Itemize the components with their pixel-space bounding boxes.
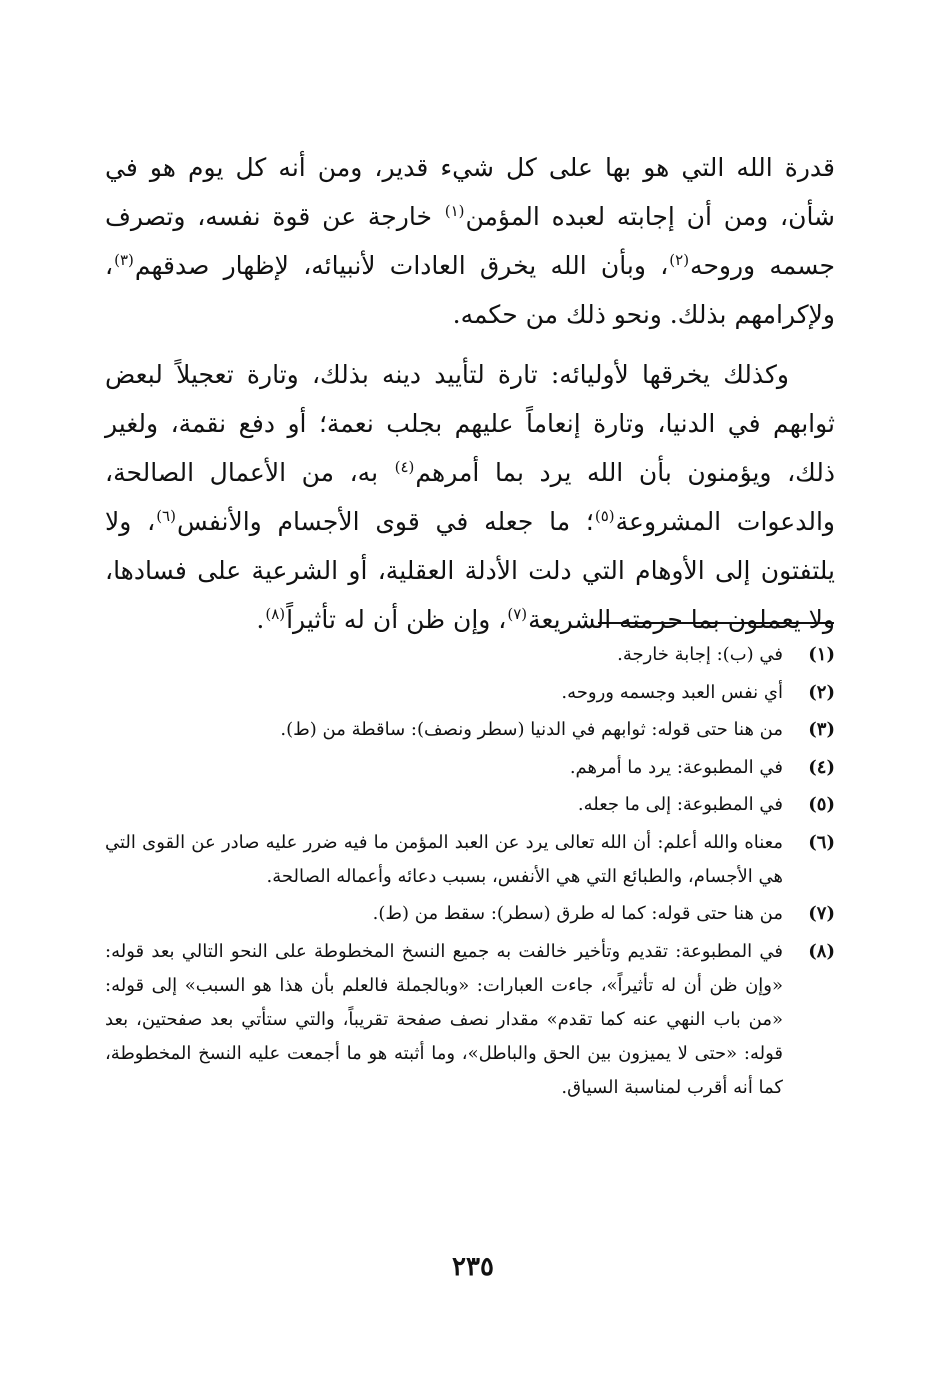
footnote-ref-5: (٥) bbox=[594, 506, 615, 525]
text-run: ، وإن ظن أن له تأثيراً bbox=[286, 605, 507, 634]
footnote-text: في (ب): إجابة خارجة. bbox=[617, 644, 783, 665]
footnote-6 bbox=[105, 826, 835, 894]
footnote-number: (٥) bbox=[808, 794, 835, 815]
footnote-number: (١) bbox=[808, 644, 835, 665]
text-run: . bbox=[256, 605, 265, 634]
footnote-ref-7: (٧) bbox=[507, 604, 528, 623]
footnote-text: أي نفس العبد وجسمه وروحه. bbox=[561, 681, 783, 703]
footnote-4 bbox=[105, 751, 835, 785]
footnote-8 bbox=[105, 935, 835, 1105]
footnote-divider bbox=[598, 622, 834, 624]
text-run: قدرة الله التي هو بها على كل شيء قدير، ومن أنه كل يوم هو في شأن، ومن أن إجابته لعبده المؤمن bbox=[105, 153, 836, 231]
footnote-ref-6: (٦) bbox=[156, 506, 176, 525]
page-number: ٢٣٥ bbox=[452, 1252, 494, 1282]
footnote-text: معناه والله أعلم: أن الله تعالى يرد عن العبد المؤمن ما فيه ضرر عليه صادر عن القوى التي هي الأجسام، والطبائع التي هي الأنفس، بسبب دعائه وأعماله الصالحة. bbox=[105, 831, 783, 887]
footnote-text: في المطبوعة: يرد ما أمرهم. bbox=[569, 756, 783, 778]
main-paragraph-2 bbox=[105, 350, 835, 644]
footnote-number: (٧) bbox=[808, 903, 835, 924]
footnote-text: من هنا حتى قوله: كما له طرق (سطر): سقط من (ط). bbox=[372, 903, 783, 924]
footnote-text: من هنا حتى قوله: ثوابهم في الدنيا (سطر ونصف): ساقطة من (ط). bbox=[280, 719, 783, 740]
footnotes-list bbox=[105, 638, 835, 1108]
footnote-number: (٢) bbox=[808, 681, 835, 703]
footnote-number: (٤) bbox=[808, 756, 835, 778]
footnote-ref-4: (٤) bbox=[394, 457, 415, 476]
footnote-2 bbox=[105, 676, 835, 710]
footnote-ref-8: (٨) bbox=[265, 604, 286, 623]
text-run: ؛ ما جعله في قوى الأجسام والأنفس bbox=[176, 507, 594, 536]
footnote-text: في المطبوعة: إلى ما جعله. bbox=[577, 794, 783, 815]
text-run: به، من الأعمال الصالحة، والدعوات المشروعة bbox=[105, 458, 835, 536]
text-run: ، وبأن الله يخرق العادات لأنبيائه، لإظهار صدقهم bbox=[134, 251, 669, 280]
footnote-text: في المطبوعة: تقديم وتأخير خالفت به جميع النسخ المخطوطة على النحو التالي بعد قوله: «وإن ظن أن له تأثيراً»، جاءت العبارات: «وبالجملة فالعلم بأن هذا هو السبب» إلى قوله: «من باب النهي عنه كما تقدم» مقدار نصف صفحة تقريباً، والتي ستأتي بعد صفحتين، بعد قوله: «حتى لا يميزون بين الحق والباطل»، وما أثبته هو ما أجمعت عليه النسخ المخطوطة، كما أنه أقرب لمناسبة السياق. bbox=[105, 940, 783, 1098]
footnote-ref-1: (١) bbox=[444, 201, 465, 220]
footnote-3 bbox=[105, 713, 835, 747]
text-run: خارجة عن قوة نفسه، وتصرف جسمه وروحه bbox=[105, 202, 835, 280]
main-paragraph-1 bbox=[105, 143, 835, 339]
text-run: ، ولإكرامهم بذلك. ونحو ذلك من حكمه. bbox=[105, 251, 835, 329]
footnote-number: (٣) bbox=[808, 719, 835, 740]
footnote-5 bbox=[105, 788, 835, 822]
footnote-ref-3: (٣) bbox=[114, 250, 134, 269]
footnote-7 bbox=[105, 897, 835, 931]
footnote-ref-2: (٢) bbox=[669, 250, 690, 269]
text-run: ، ولا يلتفتون إلى الأوهام التي دلت الأدلة العقلية، أو الشرعية على فسادها، ولا يعملون بما حرمته الشريعة bbox=[105, 507, 835, 634]
footnote-1 bbox=[105, 638, 835, 672]
text-run: وكذلك يخرقها لأوليائه: تارة لتأييد دينه بذلك، وتارة تعجيلاً لبعض ثوابهم في الدنيا، وتارة إنعاماً عليهم بجلب نعمة؛ أو دفع نقمة، ولغير ذلك، ويؤمنون بأن الله يرد بما أمرهم bbox=[105, 360, 835, 487]
footnote-number: (٨) bbox=[808, 940, 835, 962]
footnote-number: (٦) bbox=[808, 831, 835, 853]
